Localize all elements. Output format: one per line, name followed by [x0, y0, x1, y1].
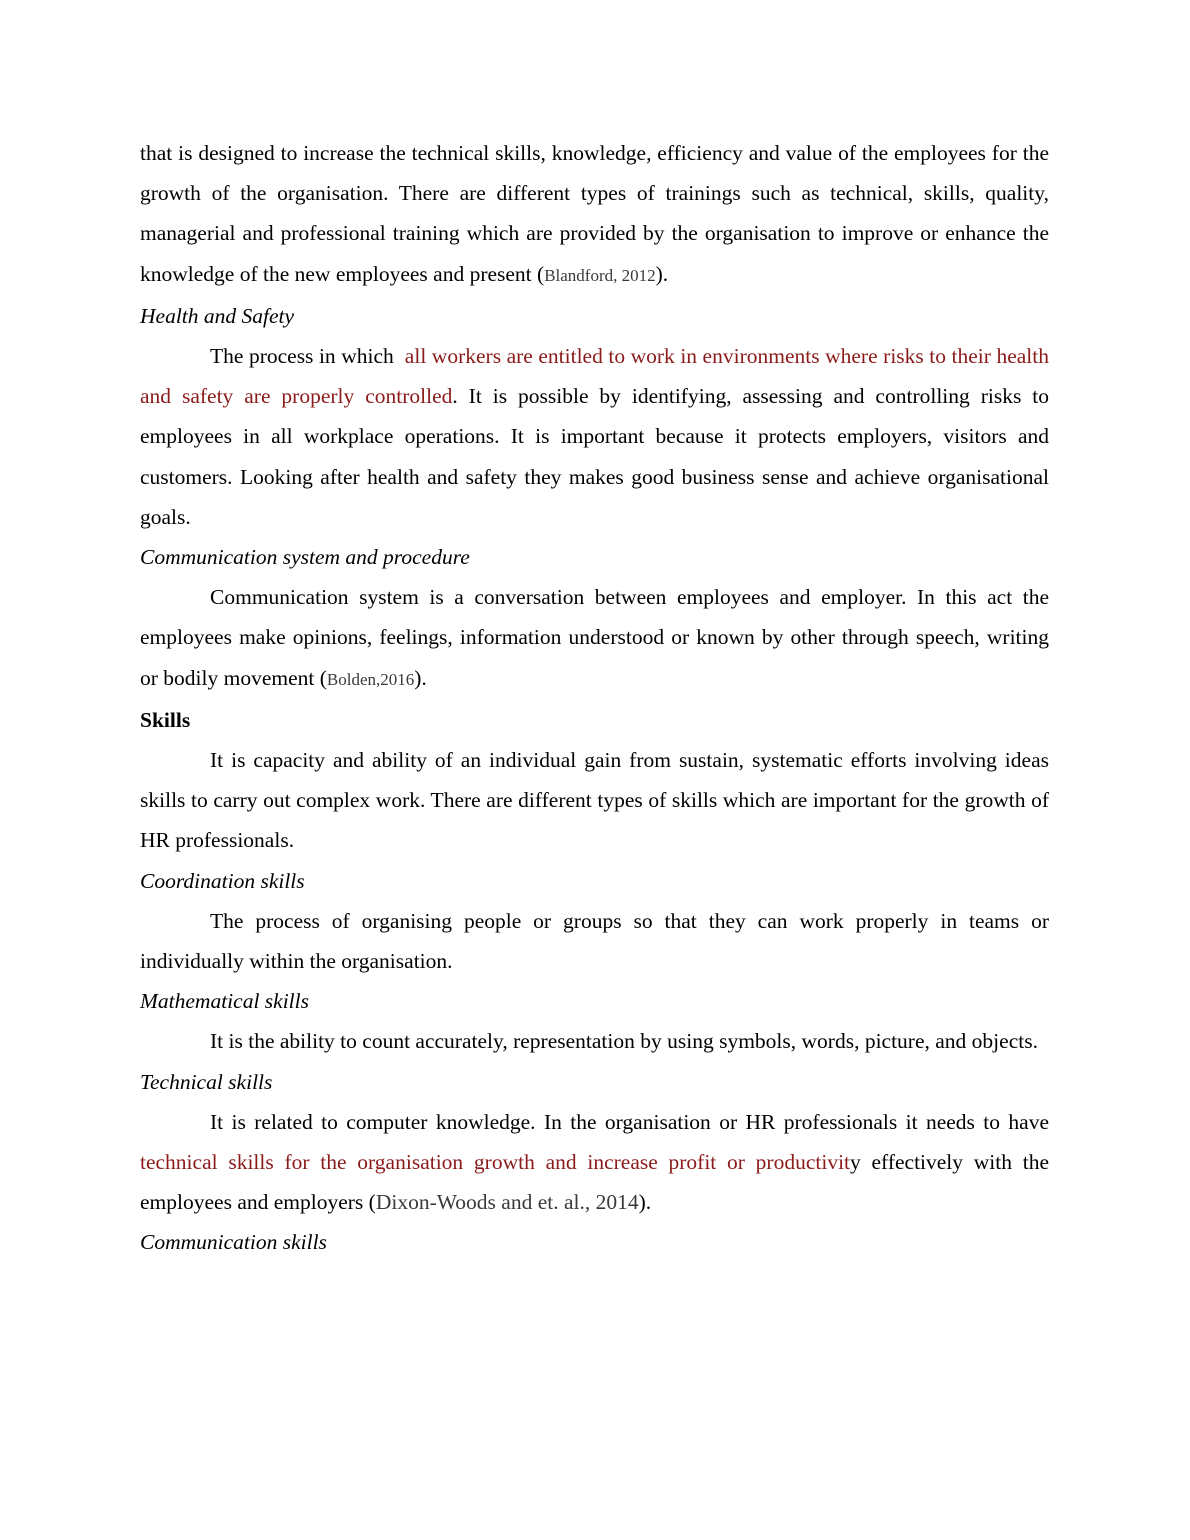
- skills-text: It is capacity and ability of an individual gain from sustain, systematic efforts involving ideas skills to carry out complex work. There are different types of skills which are important for the growth of HR professionals.: [140, 748, 1049, 853]
- mathematical-paragraph: [140, 1021, 1049, 1061]
- training-citation: Blandford, 2012: [544, 265, 656, 285]
- technical-end: ).: [638, 1190, 652, 1215]
- mathematical-heading: Mathematical skills: [140, 989, 309, 1014]
- health-lead: The process in which: [210, 344, 405, 369]
- training-paragraph: [140, 133, 1049, 296]
- coordination-paragraph: [140, 901, 1049, 981]
- communication-system-end: ).: [414, 665, 427, 690]
- health-heading: Health and Safety: [140, 303, 295, 328]
- technical-heading: Technical skills: [140, 1069, 273, 1094]
- training-end: ).: [655, 261, 669, 286]
- coordination-text: The process of organising people or groups so that they can work properly in teams or individually within the organisation.: [140, 908, 1049, 974]
- communication-system-paragraph: [140, 577, 1049, 700]
- communication-system-text: Communication system is a conversation between employees and employer. In this act the employees make opinions, feelings, information understood or known by other through speech, writing or bodily movement (: [140, 585, 1049, 690]
- communication-skills-heading: Communication skills: [140, 1230, 327, 1255]
- health-paragraph: [140, 336, 1049, 537]
- health-highlight: all workers are entitled to work in environments where risks to their health and safety are properly controlled: [140, 344, 1050, 409]
- document-page: [140, 133, 1049, 1263]
- communication-system-heading: Communication system and procedure: [140, 545, 470, 570]
- technical-lead: It is related to computer knowledge. In the organisation or HR professionals it needs to have: [210, 1109, 1049, 1134]
- technical-highlight: technical skills for the organisation growth and increase profit or productivit: [140, 1150, 851, 1175]
- health-rest: . It is possible by identifying, assessing and controlling risks to employees in all workplace operations. It is important because it protects employers, visitors and customers. Looking after health and safety they makes good business sense and achieve organisational goals.: [140, 384, 1049, 529]
- technical-paragraph: [140, 1102, 1049, 1223]
- skills-paragraph: [140, 740, 1049, 861]
- mathematical-text: It is the ability to count accurately, representation by using symbols, words, picture, and objects.: [210, 1029, 1038, 1054]
- coordination-heading: Coordination skills: [140, 868, 305, 893]
- communication-system-citation: Bolden,2016: [326, 669, 415, 689]
- training-text: that is designed to increase the technical skills, knowledge, efficiency and value of the employees for the growth of the organisation. There are different types of trainings such as technical, skills, quality, managerial and professional training which are provided by the organisation to improve or enhance the knowledge of the new employees and present (: [140, 141, 1049, 286]
- skills-heading: Skills: [140, 707, 191, 732]
- technical-rest: y effectively with the employees and employers (: [140, 1150, 1049, 1215]
- technical-citation: Dixon-Woods and et. al., 2014: [375, 1190, 639, 1215]
